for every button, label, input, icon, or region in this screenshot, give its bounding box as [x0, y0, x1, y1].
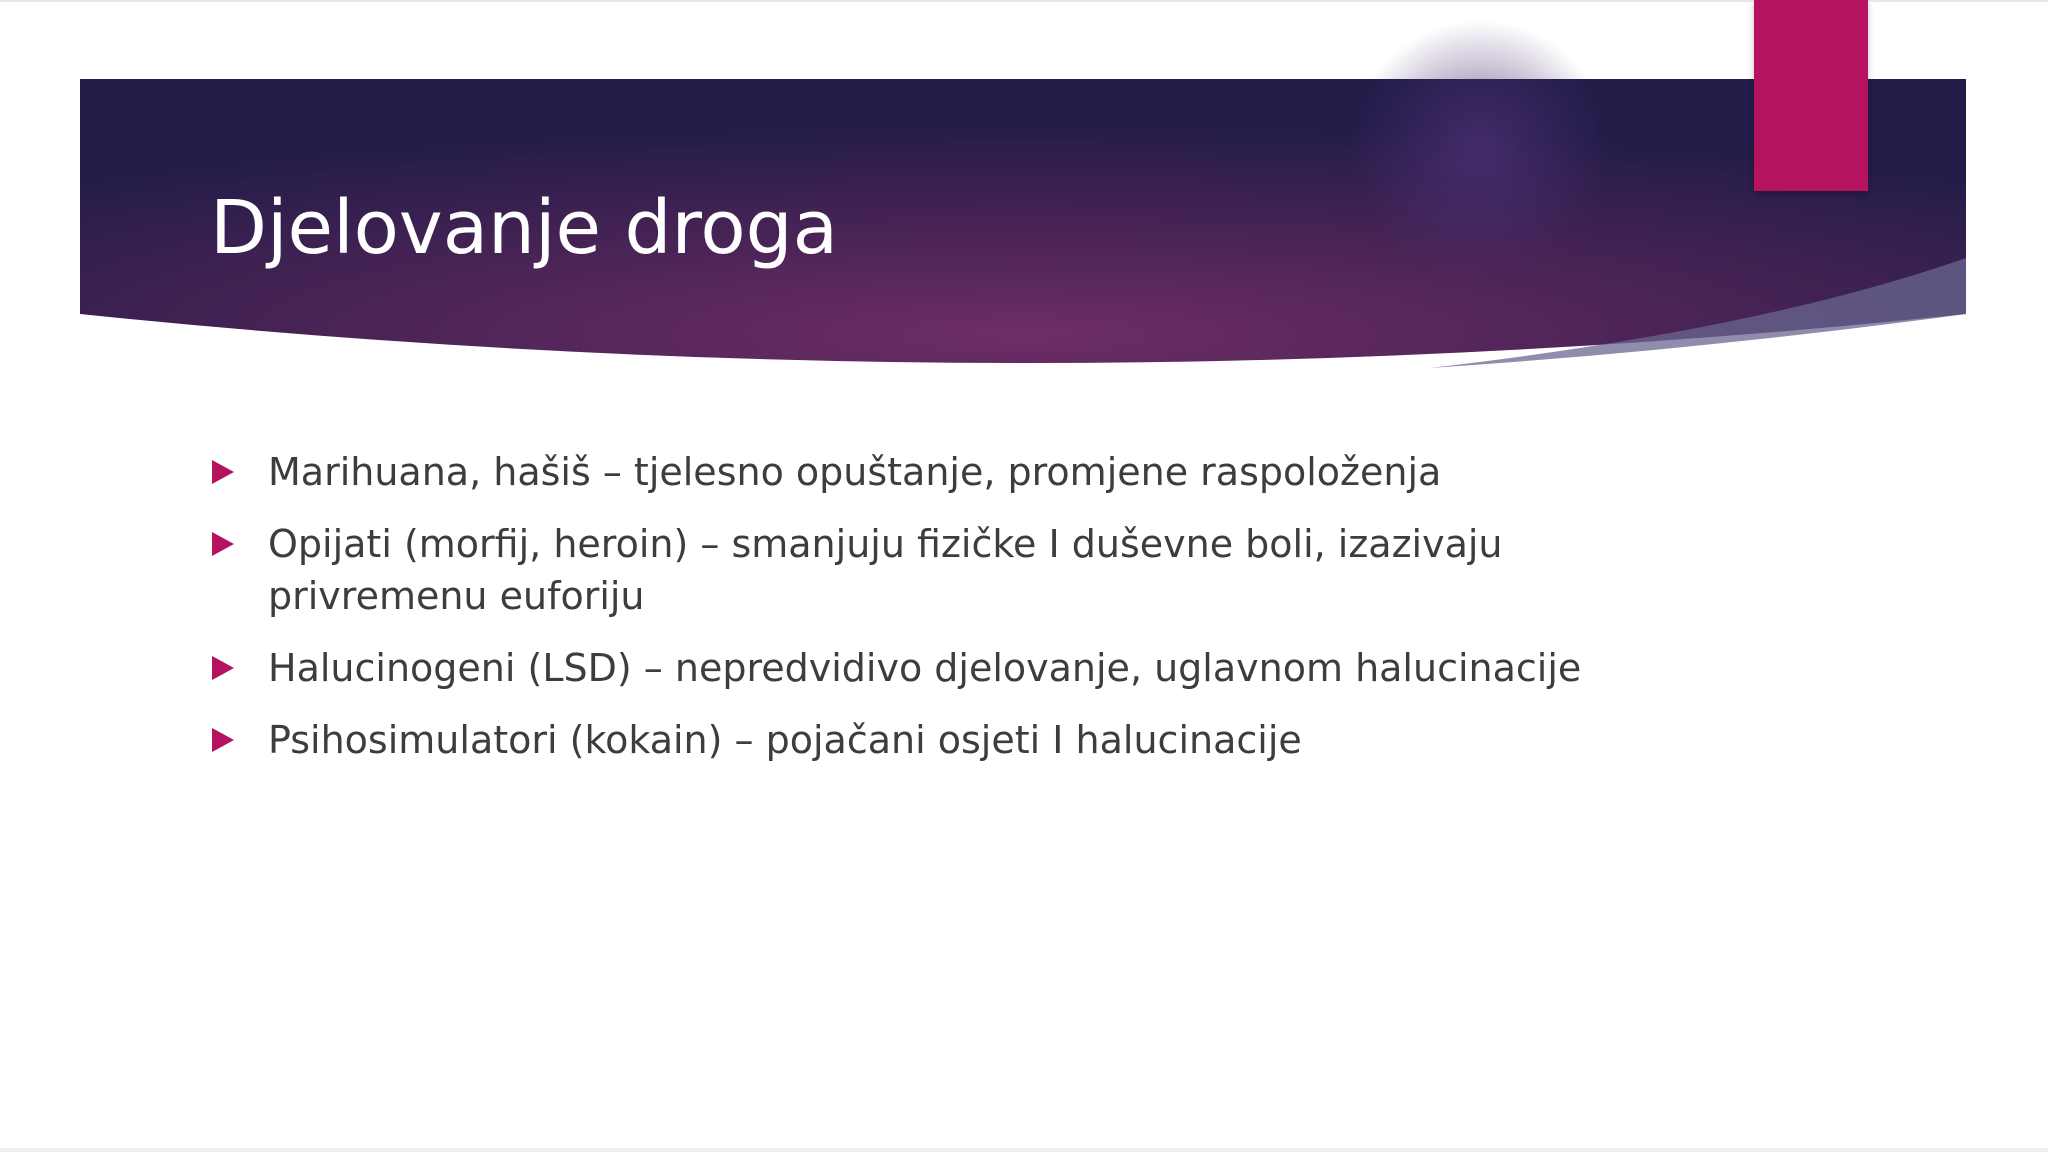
accent-tab: [1754, 0, 1868, 191]
list-item-text: Marihuana, hašiš – tjelesno opuštanje, promjene raspoloženja: [268, 450, 1442, 494]
list-item: [210, 446, 1670, 498]
slide-title: Djelovanje droga: [210, 185, 838, 271]
triangle-right-icon: [212, 460, 234, 484]
list-item-text: Opijati (morfij, heroin) – smanjuju fizičke I duševne boli, izazivaju privremenu euforiju: [268, 522, 1503, 618]
list-item: [210, 518, 1670, 622]
list-item: [210, 714, 1670, 766]
bottom-divider: [0, 1148, 2048, 1152]
list-item-text: Halucinogeni (LSD) – nepredvidivo djelovanje, uglavnom halucinacije: [268, 646, 1582, 690]
list-item-text: Psihosimulatori (kokain) – pojačani osjeti I halucinacije: [268, 718, 1302, 762]
triangle-right-icon: [212, 532, 234, 556]
banner-glow: [1350, 20, 1610, 280]
bullet-list: [210, 446, 1670, 786]
list-item: [210, 642, 1670, 694]
triangle-right-icon: [212, 728, 234, 752]
triangle-right-icon: [212, 656, 234, 680]
